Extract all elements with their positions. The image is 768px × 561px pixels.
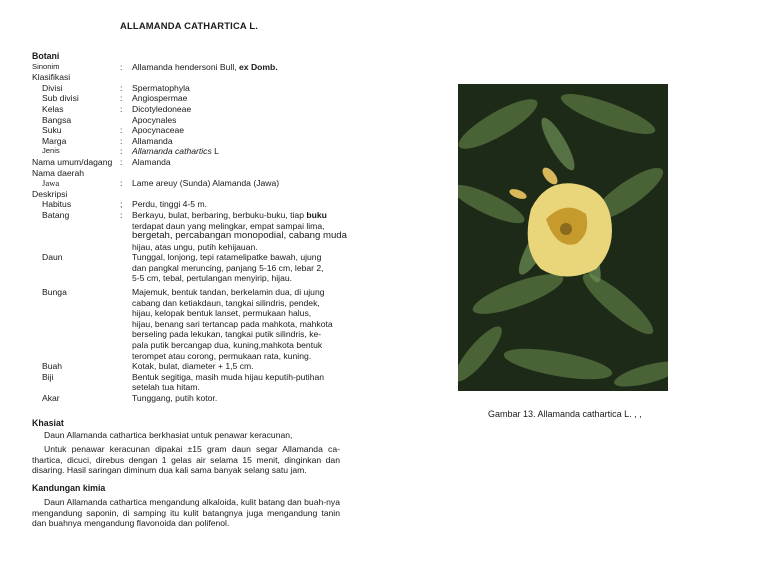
row-suku: Suku : Apocynaceae xyxy=(42,125,185,136)
row-jawa: Jawa : Lame areuy (Sunda) Alamanda (Jawa) xyxy=(42,178,280,189)
khasiat-paragraph-2: Untuk penawar keracunan dipakai ±15 gram daun segar Allamanda ca-thartica, dicuci, direbus dengan 1 gelas air selama 15 menit, dinginkan dan disaring. Hasil saringan diminum dua kali sama banyak selang satu jam. xyxy=(32,444,340,476)
row-klasifikasi: Klasifikasi xyxy=(32,72,71,83)
row-akar: Akar Tunggang, putih kotor. xyxy=(42,393,218,403)
page-title: ALLAMANDA CATHARTICA L. xyxy=(120,20,259,31)
row-jenis: Jenis : Allamanda cathartics L xyxy=(42,146,219,157)
row-habitus: Habitus ; Perdu, tinggi 4-5 m. xyxy=(42,199,207,210)
botani-table xyxy=(32,51,352,404)
row-biji: Biji Bentuk segitiga, masih muda hijau keputih-putihan setelah tua hitam. xyxy=(42,371,325,393)
allamanda-illustration xyxy=(458,84,668,391)
row-daun: Daun Tunggal, lonjong, tepi ratamelipatke bawah, ujung dan pangkal meruncing, panjang 5-16 cm, lebar 2, 5-5 cm, tebal, pertulangan menyirip, hijau. xyxy=(42,252,324,284)
row-marga: Marga : Allamanda xyxy=(42,135,173,146)
kandungan-paragraph: Daun Allamanda cathartica mengandung alkaloida, kulit batang dan buah-nya mengandung saponin, di samping itu kulit batangnya juga mengandung tanin dan buahnya mengandung flavonoida dan polifenol. xyxy=(32,497,340,529)
row-divisi: Divisi : Spermatophyla xyxy=(42,82,190,93)
plant-photo xyxy=(458,84,668,391)
row-sinonim: Sinonim : Allamanda hendersoni Bull, ex Domb. xyxy=(32,61,278,72)
row-nama-daerah: Nama daerah xyxy=(32,167,85,178)
botani-heading: Botani xyxy=(32,51,60,61)
row-kelas: Kelas : Dicotyledoneae xyxy=(42,103,192,114)
figure-caption: Gambar 13. Allamanda cathartica L. , , xyxy=(488,409,642,419)
row-buah: Buah Kotak, bulat, diameter + 1,5 cm. xyxy=(42,361,254,372)
row-bunga: Bunga Majemuk, bentuk tandan, berkelamin dua, di ujung cabang dan ketiakdaun, tangkai silindris, pendek, hijau, kelopak bentuk lanset, permukaan halus, hijau, benang sari tertancap pada mahkota, mahkota berseling pada lekukan, tangkai putik silindris, ke- pala putik bercangap dua, kuning,mahkota bentuk terompet atau corong, permukaan rata, kuning. xyxy=(42,287,333,361)
row-nama-umum: Nama umum/dagang : Alamanda xyxy=(32,156,171,167)
row-subdivisi: Sub divisi : Angiospermae xyxy=(42,93,188,104)
row-batang: Batang : Berkayu, bulat, berbaring, berbuku-buku, tiap buku terdapat daun yang melingkar, empat sampai lima, bergetah, percabangan monopodial, cabang muda hijau, atas ungu, putih kehijauan. xyxy=(42,209,347,252)
row-bangsa: Bangsa Apocynales xyxy=(42,114,177,125)
khasiat-heading: Khasiat xyxy=(32,418,64,428)
kandungan-heading: Kandungan kimia xyxy=(32,483,106,493)
row-deskripsi: Deskripsi xyxy=(32,188,68,199)
khasiat-paragraph-1: Daun Allamanda cathartica berkhasiat untuk penawar keracunan, xyxy=(44,430,293,440)
